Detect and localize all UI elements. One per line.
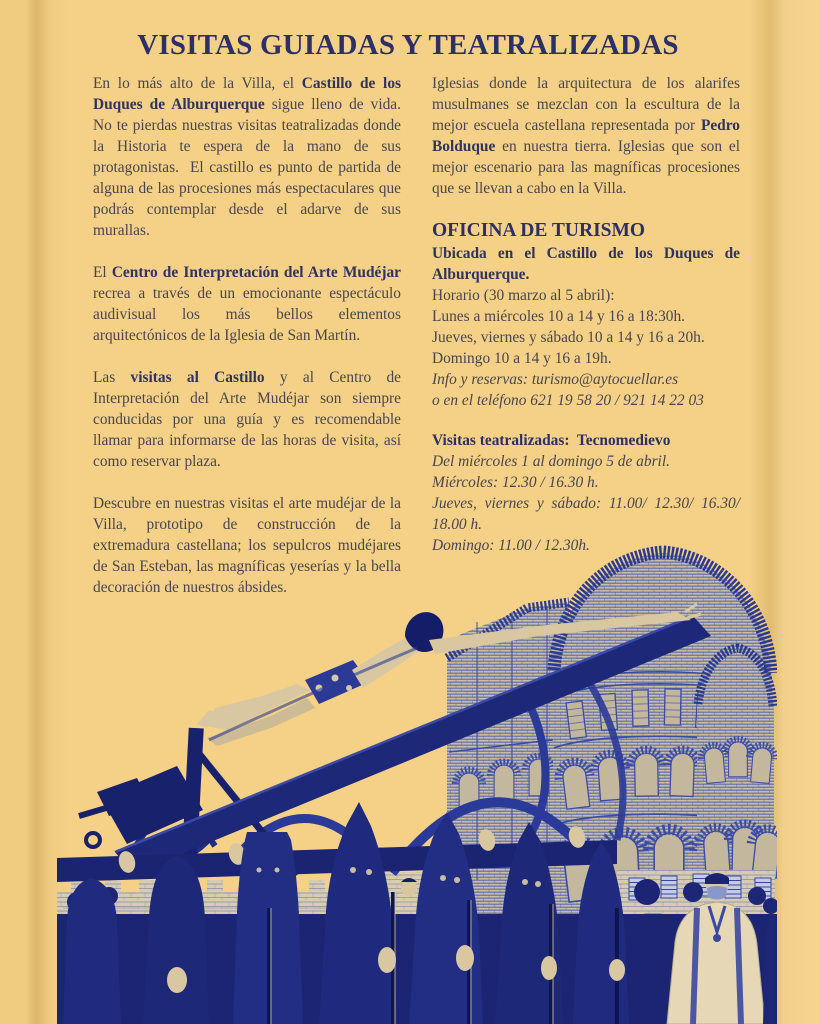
theatrical-visits-section bbox=[432, 430, 740, 556]
paragraph-guided-visits: Las visitas al Castillo y al Centro de Interpretación del Arte Mudéjar son siempre conducidas por una guía y es recomendable llamar para informarse de las horas de visita, así como reservar plaza. bbox=[93, 369, 405, 470]
showtime-line: Miércoles: 12.30 / 16.30 h. bbox=[432, 474, 599, 491]
tourism-office-heading: OFICINA DE TURISMO bbox=[432, 220, 646, 241]
paragraph-interpretation-centre: El Centro de Interpretación del Arte Mudéjar recrea a través de un emocionante espectáculo audivisual los más bellos elementos arquitectónicos de la Iglesia de San Martín. bbox=[93, 264, 405, 344]
showtime-line: Jueves, viernes y sábado: 11.00/ 12.30/ 16.30/ 18.00 h. bbox=[432, 495, 740, 533]
theatrical-visits-heading: Visitas teatralizadas: Tecnomedievo bbox=[432, 432, 671, 449]
schedule-line: Lunes a miércoles 10 a 14 y 16 a 18:30h. bbox=[432, 308, 686, 325]
paragraph-churches: Iglesias donde la arquitectura de los alarifes musulmanes se mezclan con la escultura de la mejor escuela castellana representada por Pedro Bolduque en nuestra tierra. Iglesias que son el mejor escenario para las magníficas procesiones que se llevan a cabo en la Villa. bbox=[432, 75, 744, 197]
left-column bbox=[93, 73, 405, 619]
tourism-office-section bbox=[432, 220, 740, 411]
showtime-line: Domingo: 11.00 / 12.30h. bbox=[432, 537, 590, 554]
right-column bbox=[432, 73, 744, 619]
schedule-line: Jueves, viernes y sábado 10 a 14 y 16 a 20h. bbox=[432, 329, 705, 346]
tourism-office-location: Ubicada en el Castillo de los Duques de Alburquerque. bbox=[432, 245, 740, 283]
schedule-line: Domingo 10 a 14 y 16 a 19h. bbox=[432, 350, 612, 367]
contact-phone-line: o en el teléfono 621 19 58 20 / 921 14 22 03 bbox=[432, 392, 704, 409]
paragraph-castle: En lo más alto de la Villa, el Castillo de los Duques de Alburquerque sigue lleno de vida. No te pierdas nuestras visitas teatralizadas donde la Historia te espera de la mano de sus protagonistas. El castillo es punto de partida de alguna de las procesiones más espectaculares que podrás contemplar desde el adarve de sus murallas. bbox=[93, 75, 405, 239]
paragraph-mudejar-art: Descubre en nuestras visitas el arte mudéjar de la Villa, prototipo de construcción de la extremadura castellana; los sepulcros mudéjares de San Esteban, las magníficas yeserías y la bella decoración de nuestros ábsides. bbox=[93, 495, 405, 596]
page-title: VISITAS GUIADAS Y TEATRALIZADAS bbox=[137, 29, 679, 61]
procession-photo bbox=[57, 540, 777, 1024]
contact-email-line: Info y reservas: turismo@aytocuellar.es bbox=[432, 371, 679, 388]
schedule-line: Horario (30 marzo al 5 abril): bbox=[432, 287, 615, 304]
showtime-line: Del miércoles 1 al domingo 5 de abril. bbox=[432, 453, 670, 470]
text-columns bbox=[93, 73, 743, 619]
